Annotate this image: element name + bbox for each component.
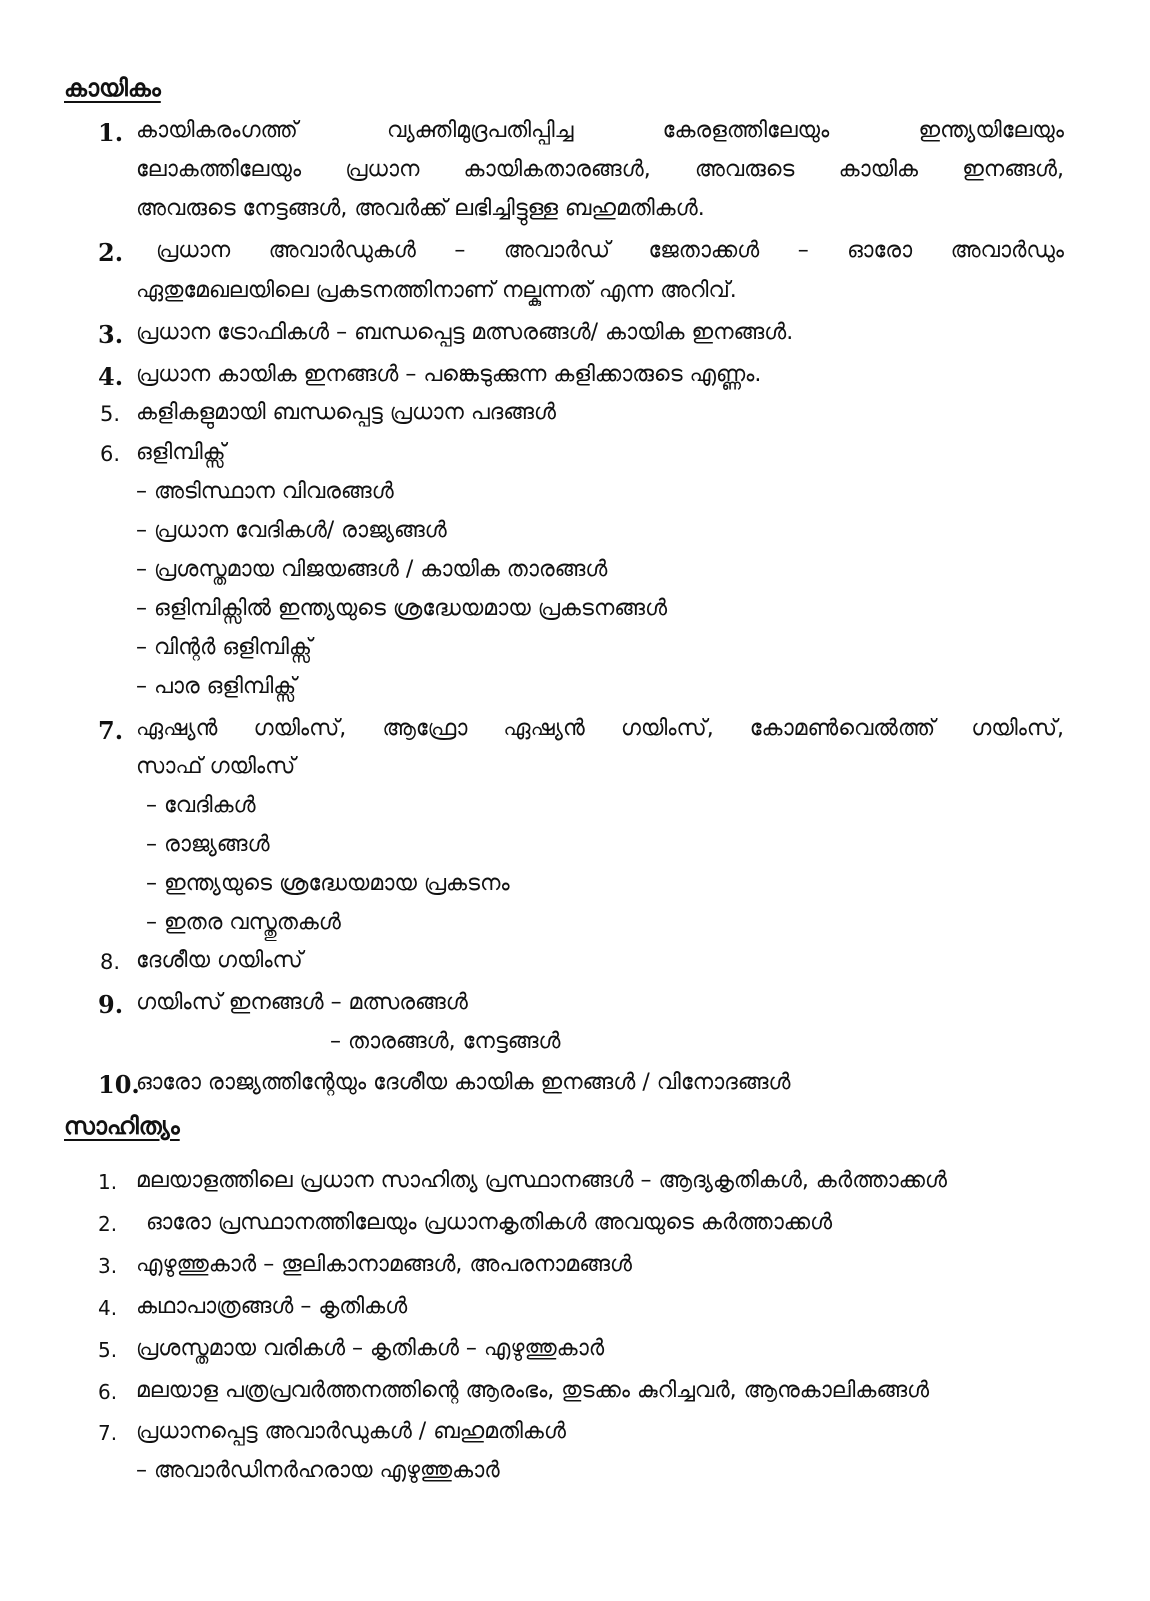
item-number: 6.	[100, 442, 121, 466]
item-number: 10.	[98, 1070, 140, 1099]
item-text-line: കായികരംഗത്ത് വ്യക്തിമുദ്രപതിപ്പിച്ച കേരളത്തിലേയും ഇന്ത്യയിലേയും	[136, 118, 1064, 143]
item-text: ദേശീയ ഗയിംസ്	[136, 948, 303, 973]
item-number: 3.	[98, 320, 124, 349]
item-text: പ്രധാനപ്പെട്ട അവാർഡുകൾ / ബഹുമതികൾ	[136, 1419, 567, 1444]
item-text-line: ഏഷ്യൻ ഗയിംസ്, ആഫ്രോ ഏഷ്യൻ ഗയിംസ്, കോമൺവെൽത്ത് ഗയിംസ്,	[136, 716, 1064, 741]
item-text: മലയാളത്തിലെ പ്രധാന സാഹിത്യ പ്രസ്ഥാനങ്ങൾ – ആദ്യകൃതികൾ, കർത്താക്കൾ	[136, 1168, 947, 1193]
item-number: 5.	[100, 402, 121, 426]
item-text: ഓരോ പ്രസ്ഥാനത്തിലേയും പ്രധാനകൃതികൾ അവയുടെ കർത്താക്കൾ	[146, 1210, 833, 1235]
item-number: 5.	[98, 1338, 118, 1362]
item-continuation: – താരങ്ങൾ, നേട്ടങ്ങൾ	[330, 1029, 561, 1054]
item-text: ഓരോ രാജ്യത്തിന്റേയും ദേശീയ കായിക ഇനങ്ങൾ / വിനോദങ്ങൾ	[136, 1070, 791, 1095]
sub-item: – രാജ്യങ്ങൾ	[146, 832, 270, 857]
item-text-line: അവരുടെ നേട്ടങ്ങൾ, അവർക്ക് ലഭിച്ചിട്ടുള്ള ബഹുമതികൾ.	[136, 196, 705, 221]
item-text: പ്രധാന ട്രോഫികൾ – ബന്ധപ്പെട്ട മത്സരങ്ങൾ/ കായിക ഇനങ്ങൾ.	[136, 320, 794, 345]
item-number: 1.	[98, 1170, 118, 1194]
item-text: മലയാള പത്രപ്രവർത്തനത്തിന്റെ ആരംഭം, തുടക്കം കുറിച്ചവർ, ആനുകാലികങ്ങൾ	[136, 1378, 930, 1403]
sub-item: – വിന്റർ ഒളിമ്പിക്സ്	[136, 635, 312, 660]
item-number: 2.	[98, 1212, 118, 1236]
item-text-line: ലോകത്തിലേയും പ്രധാന കായികതാരങ്ങൾ, അവരുടെ കായിക ഇനങ്ങൾ,	[136, 157, 1064, 182]
item-number: 6.	[98, 1380, 118, 1404]
item-text: കളികളുമായി ബന്ധപ്പെട്ട പ്രധാന പദങ്ങൾ	[136, 400, 557, 425]
item-number: 2.	[98, 238, 124, 267]
section-heading-sports: കായികം	[64, 74, 161, 102]
item-number: 4.	[98, 362, 124, 391]
item-number: 1.	[98, 118, 124, 147]
item-text: കഥാപാത്രങ്ങൾ – കൃതികൾ	[136, 1294, 408, 1319]
sub-item: – വേദികൾ	[146, 793, 256, 818]
item-text-line: സാഫ് ഗയിംസ്	[136, 754, 296, 779]
sub-item: – പാര ഒളിമ്പിക്സ്	[136, 674, 297, 699]
item-text-line: പ്രധാന അവാർഡുകൾ – അവാർഡ് ജേതാക്കൾ – ഓരോ അവാർഡും	[156, 238, 1064, 263]
sub-item: – ഒളിമ്പിക്സിൽ ഇന്ത്യയുടെ ശ്രദ്ധേയമായ പ്രകടനങ്ങൾ	[136, 596, 668, 621]
sub-item: – അവാർഡിനർഹരായ എഴുത്തുകാർ	[136, 1458, 500, 1483]
sub-item: – ഇതര വസ്തുതകൾ	[146, 910, 341, 935]
item-number: 7.	[98, 716, 124, 745]
item-number: 8.	[100, 950, 121, 974]
item-text: ഒളിമ്പിക്സ്	[136, 440, 226, 465]
item-text: ഗയിംസ് ഇനങ്ങൾ – മത്സരങ്ങൾ	[136, 990, 468, 1015]
item-number: 3.	[98, 1254, 118, 1278]
item-text: എഴുത്തുകാർ – തൂലികാനാമങ്ങൾ, അപരനാമങ്ങൾ	[136, 1252, 633, 1277]
item-text: പ്രശസ്തമായ വരികൾ – കൃതികൾ – എഴുത്തുകാർ	[136, 1336, 605, 1361]
item-number: 4.	[98, 1296, 118, 1320]
sub-item: – പ്രശസ്തമായ വിജയങ്ങൾ / കായിക താരങ്ങൾ	[136, 557, 608, 582]
section-heading-literature: സാഹിത്യം	[64, 1112, 180, 1140]
sub-item: – പ്രധാന വേദികൾ/ രാജ്യങ്ങൾ	[136, 518, 447, 543]
sub-item: – അടിസ്ഥാന വിവരങ്ങൾ	[136, 479, 394, 504]
item-text-line: ഏതുമേഖലയിലെ പ്രകടനത്തിനാണ് നല്കുന്നത് എന്ന അറിവ്.	[136, 278, 737, 303]
sub-item: – ഇന്ത്യയുടെ ശ്രദ്ധേയമായ പ്രകടനം	[146, 871, 510, 896]
item-text: പ്രധാന കായിക ഇനങ്ങൾ – പങ്കെടുക്കുന്ന കളിക്കാരുടെ എണ്ണം.	[136, 362, 762, 387]
item-number: 9.	[98, 990, 124, 1019]
item-number: 7.	[98, 1421, 118, 1445]
